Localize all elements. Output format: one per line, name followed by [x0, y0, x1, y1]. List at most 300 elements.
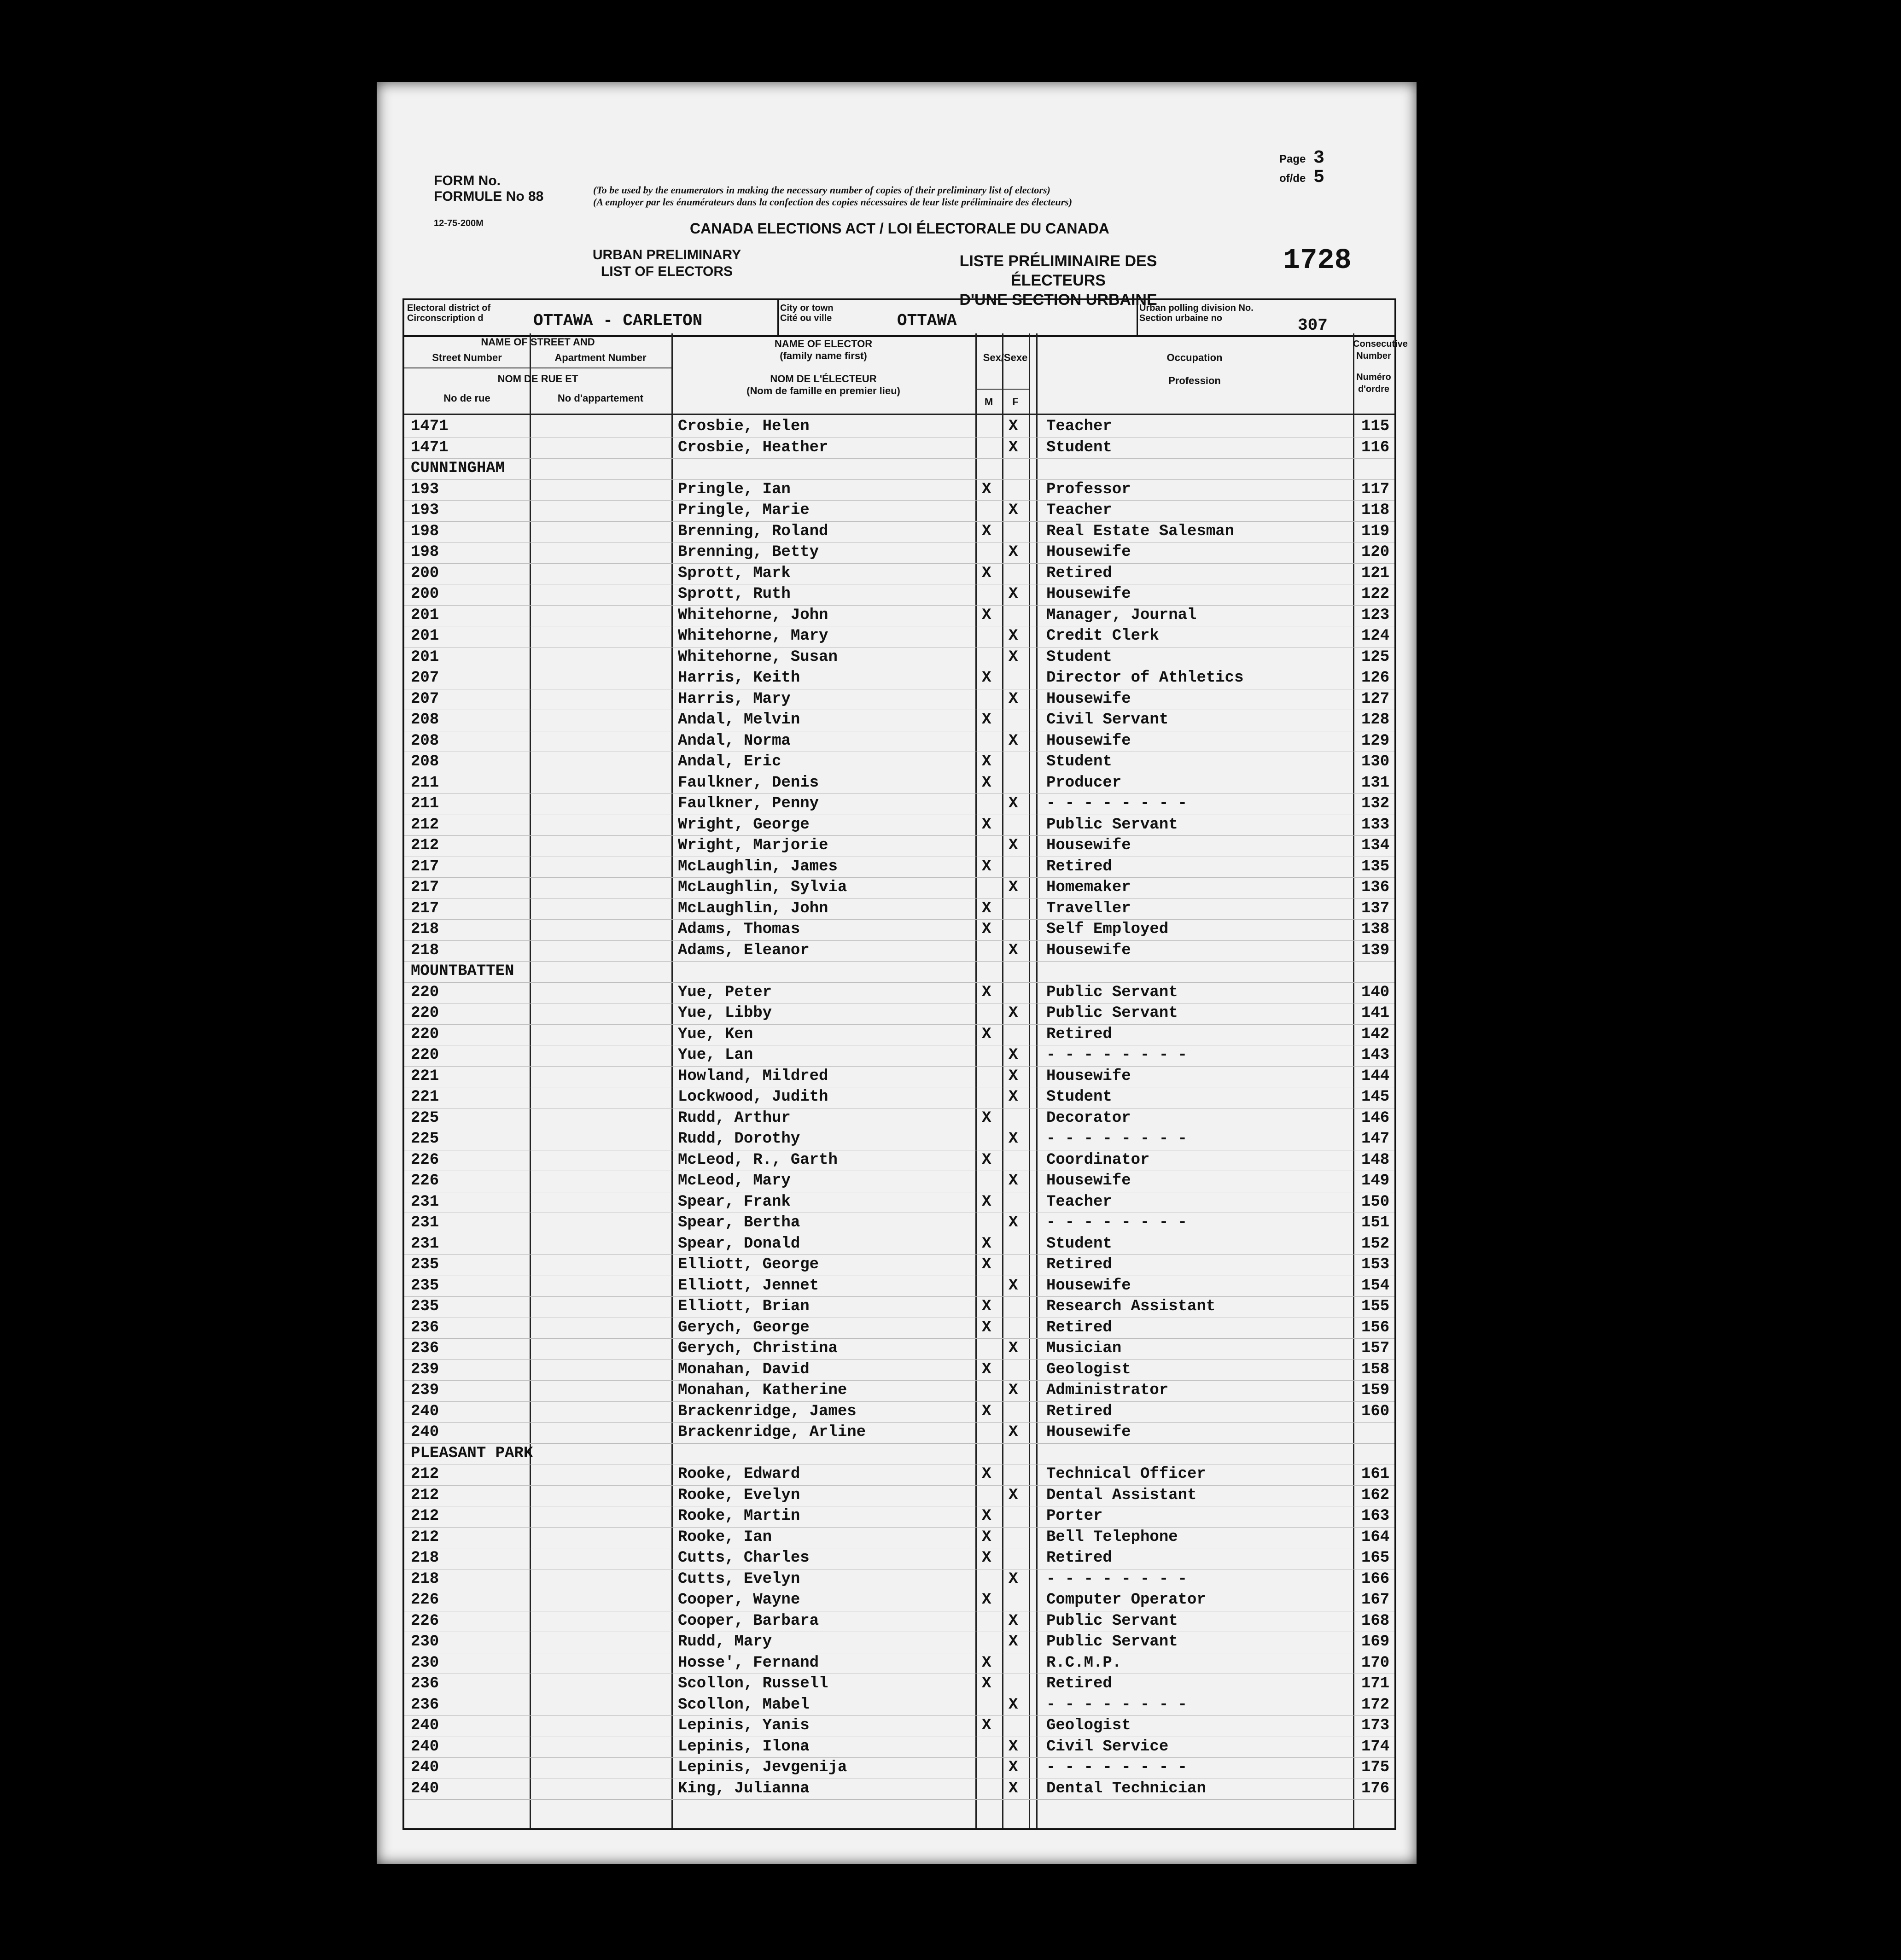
consecutive-number: 148	[1361, 1151, 1390, 1169]
consecutive-number: 140	[1361, 983, 1390, 1001]
occupation: - - - - - - - -	[1046, 1214, 1188, 1231]
elector-row	[404, 1695, 1394, 1716]
street-number: 240	[411, 1779, 439, 1797]
sex-f-mark: X	[1009, 585, 1018, 603]
street-number: 212	[411, 1528, 439, 1546]
street-number: 208	[411, 732, 439, 750]
sex-m-mark: X	[982, 1298, 991, 1315]
sex-f-mark: X	[1009, 1277, 1018, 1295]
consecutive-number: 149	[1361, 1172, 1390, 1190]
consecutive-number: 132	[1361, 795, 1390, 812]
sex-m-mark: X	[982, 1193, 991, 1211]
sex-m-mark: X	[982, 1549, 991, 1567]
elector-row	[404, 626, 1394, 648]
elector-row	[404, 1129, 1394, 1150]
elector-row	[404, 1296, 1394, 1318]
elector-name: Monahan, David	[678, 1360, 810, 1378]
street-number: 212	[411, 816, 439, 834]
consecutive-number: 134	[1361, 837, 1390, 854]
street-number-header: Street Number	[432, 352, 502, 363]
street-name: CUNNINGHAM	[411, 460, 505, 477]
occupation: Student	[1046, 1088, 1112, 1106]
occupation: Musician	[1046, 1340, 1122, 1357]
consecutive-number: 168	[1361, 1612, 1390, 1630]
sex-m-mark: X	[982, 1675, 991, 1692]
elector-row	[404, 438, 1394, 459]
street-number: 231	[411, 1214, 439, 1231]
sex-m-header: M	[984, 396, 993, 408]
elector-name: Yue, Peter	[678, 983, 772, 1001]
sex-m-mark: X	[982, 1654, 991, 1672]
sex-m-mark: X	[982, 564, 991, 582]
street-number: 239	[411, 1360, 439, 1378]
sex-f-mark: X	[1009, 1046, 1018, 1064]
street-number: 201	[411, 606, 439, 624]
elector-name: Andal, Norma	[678, 732, 791, 750]
occupation: Credit Clerk	[1046, 627, 1159, 645]
elector-name: McLeod, R., Garth	[678, 1151, 838, 1169]
street-number: 200	[411, 564, 439, 582]
title-french: LISTE PRÉLIMINAIRE DES ÉLECTEURS D'UNE SECTION URBAINE	[959, 252, 1157, 309]
consecutive-number: 152	[1361, 1235, 1390, 1253]
sex-f-mark: X	[1009, 502, 1018, 519]
sex-f-mark: X	[1009, 837, 1018, 854]
sex-f-mark: X	[1009, 1130, 1018, 1148]
elector-row	[404, 1569, 1394, 1591]
street-number: 226	[411, 1612, 439, 1630]
occupation: Coordinator	[1046, 1151, 1150, 1169]
title-english: URBAN PRELIMINARY LIST OF ELECTORS	[592, 247, 741, 279]
street-number: 231	[411, 1193, 439, 1211]
street-number: 193	[411, 480, 439, 498]
street-number: 240	[411, 1717, 439, 1734]
consecutive-number: 172	[1361, 1696, 1390, 1714]
elector-name: Gerych, George	[678, 1318, 810, 1336]
sex-f-header: F	[1012, 396, 1019, 408]
elector-row	[404, 500, 1394, 522]
district-box	[402, 298, 1396, 337]
street-number: 220	[411, 1004, 439, 1022]
sex-f-mark: X	[1009, 732, 1018, 750]
occupation: Public Servant	[1046, 816, 1178, 834]
occupation: - - - - - - - -	[1046, 1696, 1188, 1714]
street-number: 226	[411, 1591, 439, 1609]
sex-m-mark: X	[982, 711, 991, 729]
street-number: 236	[411, 1318, 439, 1336]
consecutive-number: 146	[1361, 1109, 1390, 1127]
sex-m-mark: X	[982, 1360, 991, 1378]
sex-f-mark: X	[1009, 1759, 1018, 1776]
sex-m-mark: X	[982, 1717, 991, 1734]
consecutive-number: 121	[1361, 564, 1390, 582]
occupation: - - - - - - - -	[1046, 1046, 1188, 1064]
street-number: 221	[411, 1088, 439, 1106]
sex-f-mark: X	[1009, 1340, 1018, 1357]
elector-row	[404, 940, 1394, 962]
street-number: 198	[411, 522, 439, 540]
sex-f-mark: X	[1009, 879, 1018, 896]
consecutive-number: 167	[1361, 1591, 1390, 1609]
consecutive-number: 162	[1361, 1486, 1390, 1504]
occupation: Research Assistant	[1046, 1298, 1216, 1315]
sex-f-mark: X	[1009, 1382, 1018, 1399]
occupation: Administrator	[1046, 1382, 1169, 1399]
elector-row	[404, 982, 1394, 1004]
consecutive-number: 127	[1361, 690, 1390, 708]
elector-name: Scollon, Russell	[678, 1675, 828, 1692]
elector-name: Rooke, Edward	[678, 1465, 800, 1483]
consecutive-number: 170	[1361, 1654, 1390, 1672]
consecutive-number: 169	[1361, 1633, 1390, 1651]
city-value: OTTAWA	[897, 311, 957, 330]
elector-row	[404, 1464, 1394, 1486]
sex-f-mark: X	[1009, 1612, 1018, 1630]
consecutive-number: 156	[1361, 1318, 1390, 1336]
elector-row	[404, 857, 1394, 878]
elector-row	[404, 1380, 1394, 1402]
elector-row	[404, 1757, 1394, 1779]
street-number: 218	[411, 921, 439, 938]
occupation: Public Servant	[1046, 1612, 1178, 1630]
elector-row	[404, 919, 1394, 941]
elector-row	[404, 1737, 1394, 1758]
elector-name: Andal, Eric	[678, 753, 781, 770]
elector-row	[404, 1024, 1394, 1046]
occupation: Real Estate Salesman	[1046, 522, 1235, 540]
street-number: 220	[411, 1025, 439, 1043]
occupation: Director of Athletics	[1046, 669, 1244, 687]
elector-row	[404, 773, 1394, 794]
district-value: OTTAWA - CARLETON	[533, 311, 703, 330]
occupation: Housewife	[1046, 837, 1131, 854]
consecutive-number: 165	[1361, 1549, 1390, 1567]
elector-name: Brenning, Roland	[678, 522, 828, 540]
consecutive-number: 173	[1361, 1717, 1390, 1734]
occupation: Manager, Journal	[1046, 606, 1197, 624]
elector-name: Lepinis, Yanis	[678, 1717, 810, 1734]
elector-name: Lepinis, Jevgenija	[678, 1759, 847, 1776]
street-header-fr: NOM DE RUE ET	[497, 373, 578, 385]
city-cell: City or town Cité ou ville OTTAWA	[777, 300, 1138, 335]
elector-name: Yue, Ken	[678, 1025, 753, 1043]
elector-name: Cutts, Charles	[678, 1549, 810, 1567]
form-print-code: 12-75-200M	[434, 218, 484, 228]
sex-m-mark: X	[982, 858, 991, 875]
elector-row	[404, 1590, 1394, 1611]
elector-row	[404, 1632, 1394, 1653]
elector-name: Adams, Eleanor	[678, 941, 810, 959]
elector-name: Andal, Melvin	[678, 711, 800, 729]
occupation: Retired	[1046, 564, 1112, 582]
elector-name: Lepinis, Ilona	[678, 1738, 810, 1756]
elector-row	[404, 1779, 1394, 1800]
occupation: Student	[1046, 438, 1112, 456]
occupation: Retired	[1046, 1402, 1112, 1420]
sex-m-mark: X	[982, 1151, 991, 1169]
elector-row	[404, 793, 1394, 815]
elector-name: Lockwood, Judith	[678, 1088, 828, 1106]
sex-f-mark: X	[1009, 438, 1018, 456]
occupation: Producer	[1046, 774, 1122, 792]
street-number: 236	[411, 1675, 439, 1692]
sex-m-mark: X	[982, 753, 991, 770]
elector-name: Spear, Frank	[678, 1193, 791, 1211]
sex-m-mark: X	[982, 983, 991, 1001]
page-indicator: Page 3 of/de 5	[1279, 148, 1325, 188]
occupation: Geologist	[1046, 1717, 1131, 1734]
occupation: Housewife	[1046, 732, 1131, 750]
form-number-label: FORM No. FORMULE No 88	[434, 173, 544, 204]
elector-name: Cooper, Barbara	[678, 1612, 819, 1630]
division-value: 307	[1298, 316, 1328, 335]
occupation: Housewife	[1046, 941, 1131, 959]
occupation: - - - - - - - -	[1046, 1759, 1188, 1776]
elector-name: Brackenridge, James	[678, 1402, 857, 1420]
sex-m-mark: X	[982, 1402, 991, 1420]
consecutive-number: 141	[1361, 1004, 1390, 1022]
occupation: Retired	[1046, 1318, 1112, 1336]
elector-name: Gerych, Christina	[678, 1340, 838, 1357]
sex-f-mark: X	[1009, 1633, 1018, 1651]
sex-m-mark: X	[982, 1318, 991, 1336]
street-number: 207	[411, 669, 439, 687]
street-number: 201	[411, 648, 439, 666]
occupation: Teacher	[1046, 1193, 1112, 1211]
electors-table	[402, 333, 1408, 1830]
occupation: Geologist	[1046, 1360, 1131, 1378]
occupation: Housewife	[1046, 1277, 1131, 1295]
street-number: 235	[411, 1277, 439, 1295]
elector-row	[404, 1003, 1394, 1025]
occupation: Homemaker	[1046, 879, 1131, 896]
street-number: 208	[411, 711, 439, 729]
sex-m-mark: X	[982, 522, 991, 540]
street-number: 211	[411, 795, 439, 812]
sex-f-mark: X	[1009, 418, 1018, 435]
elector-row	[404, 1254, 1394, 1276]
street-number: 220	[411, 983, 439, 1001]
consecutive-number: 166	[1361, 1570, 1390, 1588]
elector-name: Rudd, Mary	[678, 1633, 772, 1651]
occupation: Decorator	[1046, 1109, 1131, 1127]
elector-name: Whitehorne, Susan	[678, 648, 838, 666]
sex-f-mark: X	[1009, 1214, 1018, 1231]
street-number: 240	[411, 1423, 439, 1441]
sex-f-mark: X	[1009, 648, 1018, 666]
occupation: Public Servant	[1046, 1004, 1178, 1022]
occupation: Housewife	[1046, 585, 1131, 603]
consecutive-number: 115	[1361, 418, 1390, 435]
street-number: 230	[411, 1633, 439, 1651]
elector-name: Harris, Keith	[678, 669, 800, 687]
consecutive-number: 150	[1361, 1193, 1390, 1211]
elector-row	[404, 1066, 1394, 1088]
consecutive-number: 135	[1361, 858, 1390, 875]
elector-name: Pringle, Marie	[678, 502, 810, 519]
form-instructions: (To be used by the enumerators in making the necessary number of copies of their preliminary list of electors) (A employer par les énumérateurs dans la confection des copies nécessaires de leur liste préliminaire des électeurs)	[593, 184, 1073, 208]
occupation: Student	[1046, 1235, 1112, 1253]
no-de-rue-header: No de rue	[443, 392, 490, 404]
elector-header: NAME OF ELECTOR (family name first) NOM DE L'ÉLECTEUR (Nom de famille en premier lieu)	[746, 338, 900, 397]
elector-name: Whitehorne, Mary	[678, 627, 828, 645]
elector-name: Elliott, George	[678, 1256, 819, 1273]
consecutive-number: 142	[1361, 1025, 1390, 1043]
elector-name: Spear, Donald	[678, 1235, 800, 1253]
elector-name: Adams, Thomas	[678, 921, 800, 938]
elector-name: McLaughlin, James	[678, 858, 838, 875]
elector-name: Harris, Mary	[678, 690, 791, 708]
sex-m-mark: X	[982, 1256, 991, 1273]
occupation: Retired	[1046, 1549, 1112, 1567]
elector-name: Scollon, Mabel	[678, 1696, 810, 1714]
occupation: Retired	[1046, 858, 1112, 875]
elector-name: Sprott, Ruth	[678, 585, 791, 603]
consecutive-number: 136	[1361, 879, 1390, 896]
sex-m-mark: X	[982, 1025, 991, 1043]
consecutive-number: 154	[1361, 1277, 1390, 1295]
elector-name: Wright, Marjorie	[678, 837, 828, 854]
sex-f-mark: X	[1009, 1067, 1018, 1085]
elector-name: Rudd, Arthur	[678, 1109, 791, 1127]
sex-m-mark: X	[982, 1507, 991, 1525]
street-number: 218	[411, 941, 439, 959]
street-number: 208	[411, 753, 439, 770]
street-number: 200	[411, 585, 439, 603]
sex-m-mark: X	[982, 1465, 991, 1483]
consecutive-number: 137	[1361, 899, 1390, 917]
occupation: Traveller	[1046, 899, 1131, 917]
elector-name: Sprott, Mark	[678, 564, 791, 582]
occupation: - - - - - - - -	[1046, 1130, 1188, 1148]
elector-name: Monahan, Katherine	[678, 1382, 847, 1399]
street-number: 240	[411, 1738, 439, 1756]
street-number: 211	[411, 774, 439, 792]
sex-m-mark: X	[982, 1235, 991, 1253]
sex-f-mark: X	[1009, 1423, 1018, 1441]
elector-row	[404, 1171, 1394, 1192]
elector-name: Hosse', Fernand	[678, 1654, 819, 1672]
elector-name: Yue, Lan	[678, 1046, 753, 1064]
consecutive-number: 118	[1361, 502, 1390, 519]
sex-f-mark: X	[1009, 795, 1018, 812]
elector-row	[404, 1485, 1394, 1507]
consecutive-number: 125	[1361, 648, 1390, 666]
consecutive-number: 147	[1361, 1130, 1390, 1148]
sex-f-mark: X	[1009, 1779, 1018, 1797]
street-number: 217	[411, 899, 439, 917]
elector-name: Faulkner, Denis	[678, 774, 819, 792]
consecutive-number: 120	[1361, 543, 1390, 561]
street-number: 217	[411, 879, 439, 896]
elector-row	[404, 1401, 1394, 1423]
street-number: 236	[411, 1696, 439, 1714]
sex-f-mark: X	[1009, 941, 1018, 959]
elector-name: Brackenridge, Arline	[678, 1423, 866, 1441]
occupation: Civil Servant	[1046, 711, 1169, 729]
elector-name: McLaughlin, John	[678, 899, 828, 917]
consecutive-number: 153	[1361, 1256, 1390, 1273]
elector-row	[404, 1318, 1394, 1339]
consecutive-number: 163	[1361, 1507, 1390, 1525]
occupation: Dental Assistant	[1046, 1486, 1197, 1504]
consecutive-number: 133	[1361, 816, 1390, 834]
street-number: 220	[411, 1046, 439, 1064]
street-number: 235	[411, 1298, 439, 1315]
street-number: 236	[411, 1340, 439, 1357]
street-number: 230	[411, 1654, 439, 1672]
elector-row	[404, 416, 1394, 438]
sex-f-mark: X	[1009, 1004, 1018, 1022]
sex-f-mark: X	[1009, 690, 1018, 708]
elector-name: Cutts, Evelyn	[678, 1570, 800, 1588]
elector-name: Rooke, Evelyn	[678, 1486, 800, 1504]
street-header: NAME OF STREET AND	[481, 336, 595, 348]
occupation: Self Employed	[1046, 921, 1169, 938]
street-number: 240	[411, 1759, 439, 1776]
consecutive-number: 124	[1361, 627, 1390, 645]
elector-row	[404, 668, 1394, 689]
no-appartement-header: No d'appartement	[557, 392, 644, 404]
elector-row	[404, 710, 1394, 731]
elector-name: Elliott, Brian	[678, 1298, 810, 1315]
street-number: 235	[411, 1256, 439, 1273]
sex-m-mark: X	[982, 816, 991, 834]
elector-name: McLeod, Mary	[678, 1172, 791, 1190]
street-number: 1471	[411, 438, 449, 456]
consecutive-number: 119	[1361, 522, 1390, 540]
elector-row	[404, 1045, 1394, 1067]
street-number: 198	[411, 543, 439, 561]
street-number: 240	[411, 1402, 439, 1420]
street-number: 212	[411, 837, 439, 854]
occupation: Retired	[1046, 1675, 1112, 1692]
elector-row	[404, 898, 1394, 920]
elector-name: Howland, Mildred	[678, 1067, 828, 1085]
occupation: Professor	[1046, 480, 1131, 498]
consecutive-number: 176	[1361, 1779, 1390, 1797]
elector-row	[404, 752, 1394, 773]
occupation: Technical Officer	[1046, 1465, 1206, 1483]
street-number: 239	[411, 1382, 439, 1399]
street-number: 1471	[411, 418, 449, 435]
elector-row	[404, 1150, 1394, 1172]
electors-list-sheet	[377, 82, 1417, 1864]
occupation-header: Occupation Profession	[1166, 352, 1223, 386]
occupation: Retired	[1046, 1025, 1112, 1043]
occupation: Housewife	[1046, 1423, 1131, 1441]
street-heading-row	[404, 961, 1394, 983]
street-number: 225	[411, 1130, 439, 1148]
street-number: 226	[411, 1172, 439, 1190]
sex-m-mark: X	[982, 480, 991, 498]
sex-f-mark: X	[1009, 1172, 1018, 1190]
consecutive-number: 160	[1361, 1402, 1390, 1420]
sex-header: Sex/Sexe	[983, 352, 1028, 363]
street-number: 218	[411, 1570, 439, 1588]
sex-m-mark: X	[982, 1528, 991, 1546]
consecutive-number: 164	[1361, 1528, 1390, 1546]
occupation: - - - - - - - -	[1046, 1570, 1188, 1588]
street-name: MOUNTBATTEN	[411, 962, 514, 980]
elector-row	[404, 563, 1394, 585]
consecutive-number: 151	[1361, 1214, 1390, 1231]
elector-row	[404, 877, 1394, 899]
elector-row	[404, 542, 1394, 564]
sex-f-mark: X	[1009, 543, 1018, 561]
elector-row	[404, 584, 1394, 606]
consecutive-number: 175	[1361, 1759, 1390, 1776]
consecutive-number: 116	[1361, 438, 1390, 456]
